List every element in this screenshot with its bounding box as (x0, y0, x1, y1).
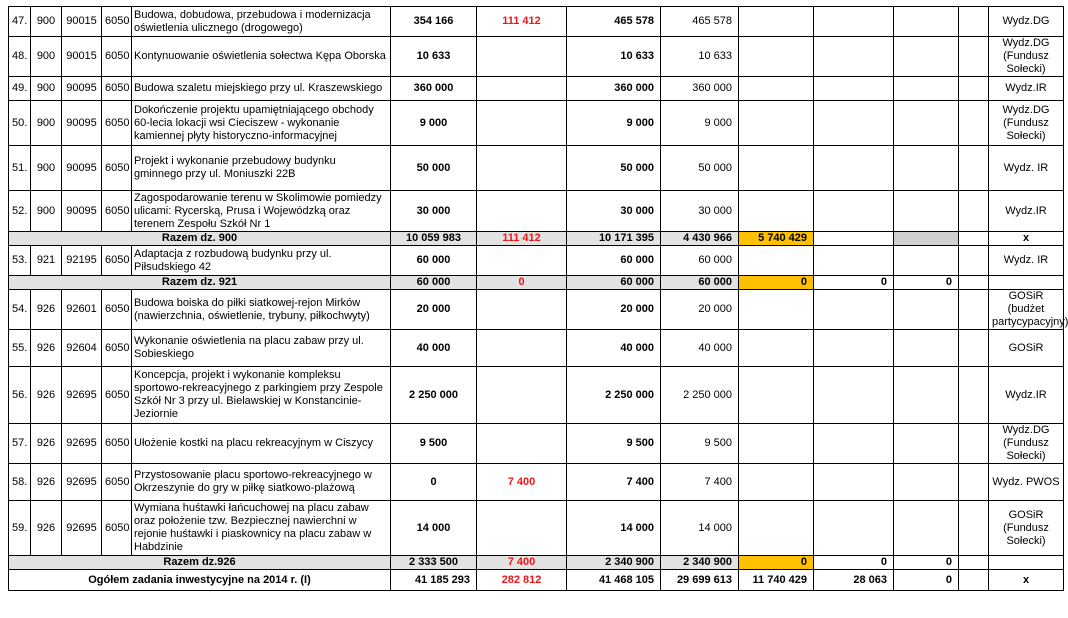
department-cell: Wydz.IR (989, 367, 1064, 424)
dzial-cell: 900 (31, 101, 62, 146)
amount-after-change: 60 000 (567, 246, 661, 276)
task-description: Projekt i wykonanie przebudowy budynku gminnego przy ul. Moniuszki 22B (132, 146, 391, 191)
paragraf-cell: 6050 (102, 501, 132, 556)
spacer-cell (959, 7, 989, 37)
spacer-cell (959, 101, 989, 146)
amount-change (477, 77, 567, 101)
amount-plan: 354 166 (391, 7, 477, 37)
amount-change (477, 290, 567, 330)
dzial-cell: 926 (31, 424, 62, 464)
grand-total-label: Ogółem zadania inwestycyjne na 2014 r. (I) (9, 570, 391, 591)
amount-other (814, 191, 894, 232)
amount-budget: 60 000 (661, 246, 739, 276)
subtotal-credit: 5 740 429 (739, 232, 814, 246)
row-number: 51. (9, 146, 31, 191)
table-row (9, 37, 1064, 77)
table-row (9, 101, 1064, 146)
amount-budget: 465 578 (661, 7, 739, 37)
row-number: 55. (9, 330, 31, 367)
row-number: 56. (9, 367, 31, 424)
paragraf-cell: 6050 (102, 7, 132, 37)
amount-plan: 2 250 000 (391, 367, 477, 424)
row-number: 53. (9, 246, 31, 276)
subtotal-label: Razem dz. 921 (9, 276, 391, 290)
department-cell: Wydz.IR (989, 191, 1064, 232)
amount-other (814, 37, 894, 77)
row-number: 59. (9, 501, 31, 556)
task-description: Dokończenie projektu upamiętniającego obchody 60-lecia lokacji wsi Cieciszew - wykonanie kamiennej płyty historyczno-informacyjnej (132, 101, 391, 146)
dzial-cell: 921 (31, 246, 62, 276)
department-cell: Wydz.DG (989, 7, 1064, 37)
amount-credit (739, 146, 814, 191)
spacer-cell (959, 570, 989, 591)
amount-plan: 0 (391, 464, 477, 501)
row-number: 47. (9, 7, 31, 37)
paragraf-cell: 6050 (102, 191, 132, 232)
row-number: 57. (9, 424, 31, 464)
task-description: Zagospodarowanie terenu w Skolimowie pomiedzy ulicami: Rycerską, Prusa i Wojewódzką oraz terenem Zespołu Szkół Nr 1 (132, 191, 391, 232)
amount-plan: 10 633 (391, 37, 477, 77)
amount-plan: 50 000 (391, 146, 477, 191)
subtotal-budget: 60 000 (661, 276, 739, 290)
spacer-cell (959, 232, 989, 246)
subtotal-other (814, 232, 894, 246)
subtotal-credit: 0 (739, 276, 814, 290)
dzial-cell: 900 (31, 77, 62, 101)
dzial-cell: 900 (31, 7, 62, 37)
amount-plan: 9 000 (391, 101, 477, 146)
investment-table (8, 6, 1068, 591)
dzial-cell: 926 (31, 290, 62, 330)
grand-total-after-change: 41 468 105 (567, 570, 661, 591)
amount-other (814, 146, 894, 191)
table-row (9, 146, 1064, 191)
amount-after-change: 360 000 (567, 77, 661, 101)
amount-other (814, 7, 894, 37)
rozdzial-cell: 92604 (62, 330, 102, 367)
department-cell: Wydz. IR (989, 246, 1064, 276)
rozdzial-cell: 90095 (62, 191, 102, 232)
subtotal-plan: 60 000 (391, 276, 477, 290)
rozdzial-cell: 90095 (62, 101, 102, 146)
subtotal-department (989, 556, 1064, 570)
subtotal-after-change: 10 171 395 (567, 232, 661, 246)
paragraf-cell: 6050 (102, 146, 132, 191)
amount-plan: 60 000 (391, 246, 477, 276)
spacer-cell (959, 367, 989, 424)
grand-total-funds: 0 (894, 570, 959, 591)
paragraf-cell: 6050 (102, 246, 132, 276)
amount-budget: 9 500 (661, 424, 739, 464)
amount-budget: 20 000 (661, 290, 739, 330)
table-row (9, 77, 1064, 101)
amount-funds (894, 77, 959, 101)
task-description: Wykonanie oświetlenia na placu zabaw przy ul. Sobieskiego (132, 330, 391, 367)
table-row (9, 191, 1064, 232)
dzial-cell: 900 (31, 191, 62, 232)
amount-other (814, 367, 894, 424)
table-row (9, 246, 1064, 276)
dzial-cell: 926 (31, 367, 62, 424)
department-cell: GOSiR (Fundusz Sołecki) (989, 501, 1064, 556)
amount-funds (894, 424, 959, 464)
spacer-cell (959, 77, 989, 101)
spacer-cell (959, 330, 989, 367)
amount-plan: 30 000 (391, 191, 477, 232)
amount-change: 7 400 (477, 464, 567, 501)
paragraf-cell: 6050 (102, 77, 132, 101)
subtotal-row (9, 232, 1064, 246)
rozdzial-cell: 92695 (62, 464, 102, 501)
amount-credit (739, 101, 814, 146)
subtotal-funds: 0 (894, 556, 959, 570)
task-description: Budowa szaletu miejskiego przy ul. Kraszewskiego (132, 77, 391, 101)
rozdzial-cell: 90015 (62, 7, 102, 37)
task-description: Adaptacja z rozbudową budynku przy ul. Piłsudskiego 42 (132, 246, 391, 276)
row-number: 52. (9, 191, 31, 232)
amount-change (477, 191, 567, 232)
department-cell: Wydz.IR (989, 77, 1064, 101)
amount-budget: 10 633 (661, 37, 739, 77)
grand-total-change: 282 812 (477, 570, 567, 591)
amount-after-change: 9 500 (567, 424, 661, 464)
row-number: 54. (9, 290, 31, 330)
spacer-cell (959, 246, 989, 276)
amount-funds (894, 146, 959, 191)
subtotal-label: Razem dz. 900 (9, 232, 391, 246)
amount-credit (739, 246, 814, 276)
paragraf-cell: 6050 (102, 290, 132, 330)
amount-other (814, 77, 894, 101)
amount-after-change: 2 250 000 (567, 367, 661, 424)
table-row (9, 367, 1064, 424)
amount-credit (739, 424, 814, 464)
amount-other (814, 101, 894, 146)
grand-total-plan: 41 185 293 (391, 570, 477, 591)
table-row (9, 330, 1064, 367)
amount-funds (894, 37, 959, 77)
subtotal-funds: 0 (894, 276, 959, 290)
amount-credit (739, 191, 814, 232)
amount-credit (739, 7, 814, 37)
spacer-cell (959, 464, 989, 501)
spacer-cell (959, 37, 989, 77)
spacer-cell (959, 501, 989, 556)
amount-funds (894, 101, 959, 146)
amount-plan: 40 000 (391, 330, 477, 367)
department-cell: Wydz.DG (Fundusz Sołecki) (989, 424, 1064, 464)
amount-change (477, 501, 567, 556)
spacer-cell (959, 424, 989, 464)
amount-after-change: 50 000 (567, 146, 661, 191)
amount-budget: 30 000 (661, 191, 739, 232)
amount-plan: 360 000 (391, 77, 477, 101)
grand-total-other: 28 063 (814, 570, 894, 591)
subtotal-department (989, 276, 1064, 290)
amount-funds (894, 7, 959, 37)
table-row (9, 464, 1064, 501)
amount-other (814, 290, 894, 330)
amount-budget: 9 000 (661, 101, 739, 146)
task-description: Koncepcja, projekt i wykonanie kompleksu sportowo-rekreacyjnego z parkingiem przy Zespole Szkół Nr 3 przy ul. Bielawskiej w Konstancinie-Jeziornie (132, 367, 391, 424)
amount-other (814, 424, 894, 464)
amount-budget: 14 000 (661, 501, 739, 556)
amount-after-change: 465 578 (567, 7, 661, 37)
paragraf-cell: 6050 (102, 101, 132, 146)
spacer-cell (959, 276, 989, 290)
task-description: Kontynuowanie oświetlenia sołectwa Kępa Oborska (132, 37, 391, 77)
amount-funds (894, 464, 959, 501)
amount-after-change: 20 000 (567, 290, 661, 330)
task-description: Budowa boiska do piłki siatkowej-rejon Mirków (nawierzchnia, oświetlenie, trybuny, piłkochwyty) (132, 290, 391, 330)
amount-funds (894, 246, 959, 276)
amount-budget: 40 000 (661, 330, 739, 367)
paragraf-cell: 6050 (102, 464, 132, 501)
amount-change (477, 330, 567, 367)
subtotal-after-change: 2 340 900 (567, 556, 661, 570)
rozdzial-cell: 92695 (62, 424, 102, 464)
table-row (9, 424, 1064, 464)
rozdzial-cell: 90015 (62, 37, 102, 77)
amount-change (477, 101, 567, 146)
amount-credit (739, 290, 814, 330)
amount-plan: 14 000 (391, 501, 477, 556)
amount-after-change: 7 400 (567, 464, 661, 501)
amount-after-change: 40 000 (567, 330, 661, 367)
grand-total-row (9, 570, 1064, 591)
task-description: Wymiana huśtawki łańcuchowej na placu zabaw oraz położenie tzw. Bezpiecznej nawierchni w rejonie huśtawki i piaskownicy na placu zabaw w Habdzinie (132, 501, 391, 556)
amount-budget: 7 400 (661, 464, 739, 501)
rozdzial-cell: 92195 (62, 246, 102, 276)
amount-change (477, 367, 567, 424)
subtotal-other: 0 (814, 276, 894, 290)
dzial-cell: 926 (31, 464, 62, 501)
amount-funds (894, 367, 959, 424)
subtotal-change: 111 412 (477, 232, 567, 246)
amount-change: 111 412 (477, 7, 567, 37)
subtotal-other: 0 (814, 556, 894, 570)
table-row (9, 501, 1064, 556)
amount-plan: 9 500 (391, 424, 477, 464)
subtotal-budget: 4 430 966 (661, 232, 739, 246)
amount-credit (739, 501, 814, 556)
row-number: 48. (9, 37, 31, 77)
grand-total-credit: 11 740 429 (739, 570, 814, 591)
spacer-cell (959, 290, 989, 330)
amount-funds (894, 191, 959, 232)
amount-credit (739, 37, 814, 77)
table-row (9, 7, 1064, 37)
subtotal-department: x (989, 232, 1064, 246)
amount-other (814, 464, 894, 501)
row-number: 50. (9, 101, 31, 146)
table-row (9, 290, 1064, 330)
paragraf-cell: 6050 (102, 37, 132, 77)
subtotal-funds (894, 232, 959, 246)
amount-change (477, 37, 567, 77)
amount-funds (894, 330, 959, 367)
amount-change (477, 246, 567, 276)
subtotal-after-change: 60 000 (567, 276, 661, 290)
amount-credit (739, 330, 814, 367)
subtotal-row (9, 556, 1064, 570)
department-cell: GOSiR (989, 330, 1064, 367)
task-description: Ułożenie kostki na placu rekreacyjnym w Ciszycy (132, 424, 391, 464)
spacer-cell (959, 556, 989, 570)
amount-budget: 360 000 (661, 77, 739, 101)
amount-plan: 20 000 (391, 290, 477, 330)
amount-budget: 50 000 (661, 146, 739, 191)
paragraf-cell: 6050 (102, 367, 132, 424)
amount-credit (739, 367, 814, 424)
amount-other (814, 246, 894, 276)
paragraf-cell: 6050 (102, 330, 132, 367)
amount-after-change: 10 633 (567, 37, 661, 77)
department-cell: Wydz. IR (989, 146, 1064, 191)
rozdzial-cell: 92601 (62, 290, 102, 330)
amount-budget: 2 250 000 (661, 367, 739, 424)
amount-funds (894, 290, 959, 330)
amount-change (477, 424, 567, 464)
subtotal-change: 7 400 (477, 556, 567, 570)
amount-credit (739, 77, 814, 101)
amount-after-change: 14 000 (567, 501, 661, 556)
subtotal-plan: 2 333 500 (391, 556, 477, 570)
paragraf-cell: 6050 (102, 424, 132, 464)
grand-total-budget: 29 699 613 (661, 570, 739, 591)
department-cell: Wydz.DG (Fundusz Sołecki) (989, 101, 1064, 146)
task-description: Przystosowanie placu sportowo-rekreacyjnego w Okrzeszynie do gry w piłkę siatkowo-plażową (132, 464, 391, 501)
amount-other (814, 330, 894, 367)
amount-after-change: 9 000 (567, 101, 661, 146)
subtotal-credit: 0 (739, 556, 814, 570)
task-description: Budowa, dobudowa, przebudowa i modernizacja oświetlenia ulicznego (drogowego) (132, 7, 391, 37)
grand-total-department: x (989, 570, 1064, 591)
subtotal-budget: 2 340 900 (661, 556, 739, 570)
dzial-cell: 926 (31, 330, 62, 367)
amount-credit (739, 464, 814, 501)
department-cell: GOSiR (budżet partycypacyjny) (989, 290, 1064, 330)
amount-change (477, 146, 567, 191)
dzial-cell: 900 (31, 37, 62, 77)
rozdzial-cell: 90095 (62, 77, 102, 101)
subtotal-row (9, 276, 1064, 290)
subtotal-change: 0 (477, 276, 567, 290)
rozdzial-cell: 90095 (62, 146, 102, 191)
row-number: 49. (9, 77, 31, 101)
rozdzial-cell: 92695 (62, 501, 102, 556)
subtotal-plan: 10 059 983 (391, 232, 477, 246)
department-cell: Wydz.DG (Fundusz Sołecki) (989, 37, 1064, 77)
rozdzial-cell: 92695 (62, 367, 102, 424)
dzial-cell: 926 (31, 501, 62, 556)
department-cell: Wydz. PWOS (989, 464, 1064, 501)
spacer-cell (959, 191, 989, 232)
spacer-cell (959, 146, 989, 191)
dzial-cell: 900 (31, 146, 62, 191)
subtotal-label: Razem dz.926 (9, 556, 391, 570)
row-number: 58. (9, 464, 31, 501)
amount-after-change: 30 000 (567, 191, 661, 232)
amount-other (814, 501, 894, 556)
amount-funds (894, 501, 959, 556)
